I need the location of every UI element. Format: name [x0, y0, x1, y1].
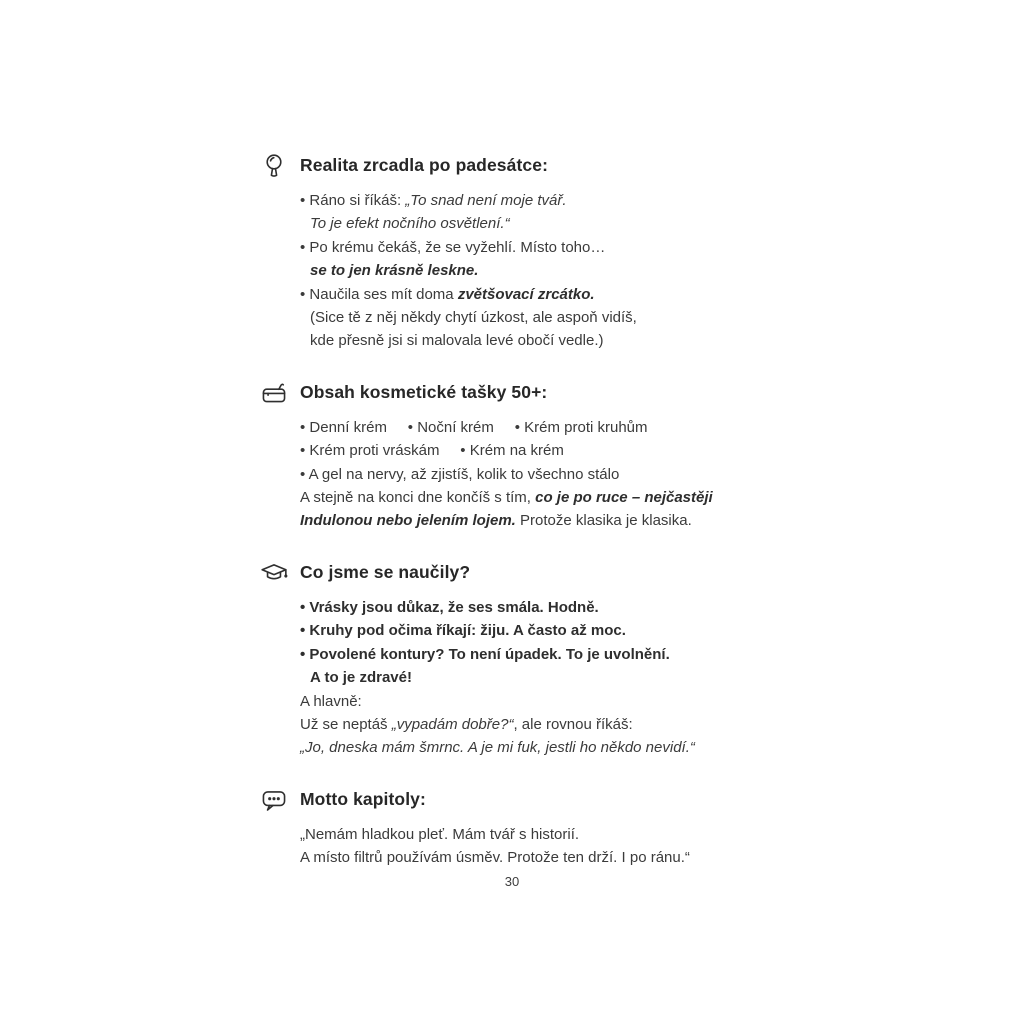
section-heading-row [300, 382, 780, 403]
section-heading: Co jsme se naučily? [300, 561, 471, 582]
text-segment: Protože klasika je klasika. [515, 512, 692, 530]
text-line [300, 509, 780, 532]
text-segment: zvětšovací zrcátko. [457, 285, 595, 303]
text-line [300, 329, 780, 352]
text-line [300, 619, 780, 642]
section-heading: Obsah kosmetické tašky 50+: [300, 381, 548, 402]
text-line [300, 306, 780, 329]
text-segment: A stejně na konci dne končíš s tím, [300, 489, 536, 507]
text-segment: kde přesně jsi si malovala levé obočí vedle.) [310, 332, 604, 350]
text-segment: • A gel na nervy, až zjistíš, kolik to všechno stálo [300, 465, 620, 483]
page-number: 30 [504, 874, 520, 889]
graduation-cap-icon [260, 559, 288, 587]
text-line [300, 486, 780, 509]
section-mirror-reality [300, 155, 780, 353]
text-segment: • Po krému čekáš, že se vyžehlí. Místo toho… [300, 238, 606, 256]
text-line [300, 189, 780, 212]
text-segment: „To snad není moje tvář. [405, 192, 567, 209]
text-line [300, 846, 780, 869]
section-heading-row [300, 562, 780, 583]
text-segment: • Vrásky jsou důkaz, že ses smála. Hodně. [300, 598, 599, 616]
text-segment: co je po ruce – nejčastěji [535, 489, 713, 507]
cosmetic-bag-icon [260, 379, 288, 407]
text-line [300, 736, 780, 759]
text-segment: • Kruhy pod očima říkají: žiju. A často až moc. [300, 622, 626, 640]
text-segment: A hlavně: [300, 692, 362, 710]
text-line [300, 283, 780, 306]
text-segment: Už se neptáš [300, 715, 392, 733]
page-content [300, 155, 780, 899]
text-line [300, 212, 780, 235]
text-segment: • Denní krém • Noční krém • Krém proti kruhům [300, 418, 648, 436]
text-line [300, 416, 780, 439]
text-segment: „vypadám dobře?“ [391, 715, 514, 733]
section-cosmetic-bag [300, 382, 780, 533]
text-line [300, 259, 780, 282]
text-line [300, 596, 780, 619]
section-lessons-learned [300, 562, 780, 760]
text-line [300, 823, 780, 846]
text-segment: To je efekt nočního osvětlení.“ [310, 215, 510, 233]
hand-mirror-icon [260, 152, 288, 180]
text-line [300, 713, 780, 736]
text-line [300, 666, 780, 689]
text-line [300, 439, 780, 462]
text-line [300, 690, 780, 713]
text-segment: „Nemám hladkou pleť. Mám tvář s historií. [300, 825, 580, 843]
text-segment: se to jen krásně leskne. [310, 262, 479, 280]
section-chapter-motto [300, 789, 780, 870]
section-heading-row [300, 789, 780, 810]
text-segment: • Povolené kontury? To není úpadek. To je uvolnění. [300, 645, 670, 663]
text-line [300, 463, 780, 486]
text-segment: • Krém proti vráskám • Krém na krém [300, 442, 564, 460]
text-segment: • Naučila ses mít doma [300, 285, 458, 303]
text-segment: Indulonou nebo jelením lojem. [300, 512, 516, 530]
section-heading: Motto kapitoly: [300, 788, 426, 809]
section-heading: Realita zrcadla po padesátce: [300, 155, 548, 175]
text-segment: • Ráno si říkáš: [300, 192, 406, 209]
text-segment: A to je zdravé! [310, 669, 412, 687]
text-line [300, 236, 780, 259]
section-heading-row [300, 155, 780, 176]
text-line [300, 643, 780, 666]
text-segment: „Jo, dneska mám šmrnc. A je mi fuk, jestli ho někdo nevidí.“ [300, 739, 695, 757]
text-segment: A místo filtrů používám úsměv. Protože ten drží. I po ránu.“ [300, 849, 690, 867]
speech-bubble-icon [260, 786, 288, 814]
text-segment: (Sice tě z něj někdy chytí úzkost, ale aspoň vidíš, [310, 309, 637, 327]
text-segment: , ale rovnou říkáš: [513, 715, 633, 733]
